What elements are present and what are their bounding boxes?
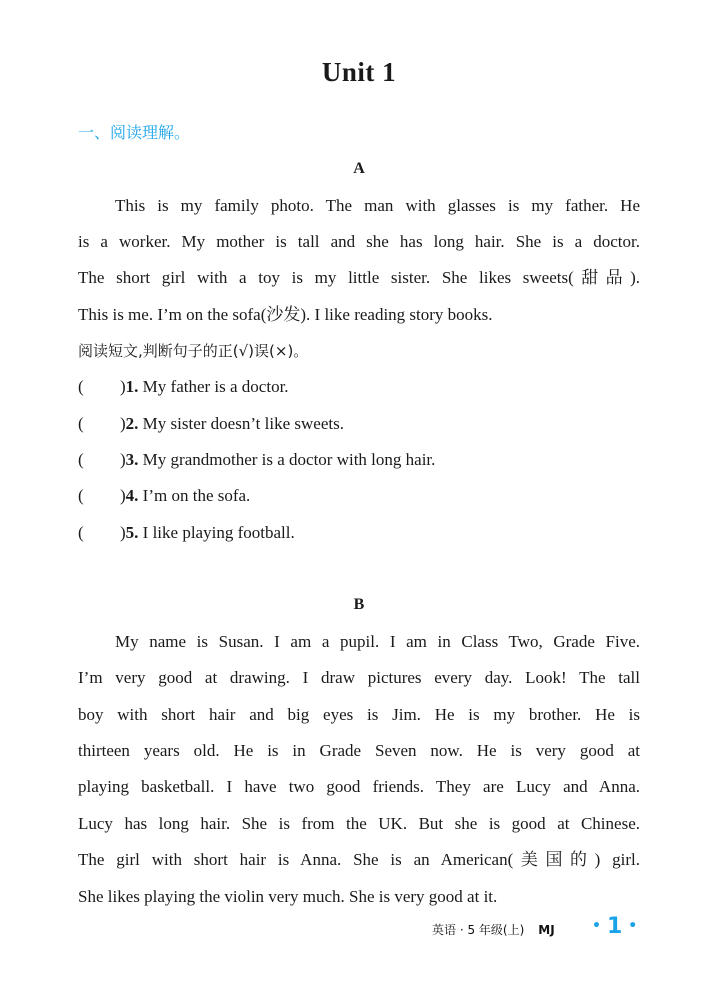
question-number: 1. — [125, 377, 139, 396]
passage-b-line: I’m very good at drawing. I draw pictures every day. Look! The tall — [78, 668, 640, 687]
passage-b-line: thirteen years old. He is in Grade Seven now. He is very good at — [78, 741, 640, 760]
passage-b-label: B — [353, 596, 365, 613]
instruction: 阅读短文,判断句子的正(√)误(×)。 — [78, 342, 309, 360]
answer-blank-close: ) — [120, 450, 126, 469]
question-item — [78, 522, 295, 544]
passage-a-label: A — [353, 160, 365, 177]
answer-blank-open[interactable]: ( — [78, 486, 84, 505]
answer-blank-open[interactable]: ( — [78, 377, 84, 396]
page-number — [586, 914, 643, 939]
question-number: 2. — [125, 414, 139, 433]
answer-blank-close: ) — [120, 523, 126, 542]
passage-b-line: The girl with short hair is Anna. She is an American(美国的) girl. — [78, 850, 640, 869]
answer-blank-close: ) — [120, 486, 126, 505]
section-heading: 一、阅读理解。 — [78, 123, 191, 142]
edition-label: MJ — [538, 923, 555, 937]
question-number: 5. — [125, 523, 139, 542]
passage-a-line: This is me. I’m on the sofa(沙发). I like reading story books. — [78, 305, 493, 324]
passage-b-line: playing basketball. I have two good friends. They are Lucy and Anna. — [78, 777, 640, 796]
question-item — [78, 449, 435, 471]
question-text: I’m on the sofa. — [142, 486, 251, 505]
passage-b-line: boy with short hair and big eyes is Jim. He is my brother. He is — [78, 705, 640, 724]
answer-blank-open[interactable]: ( — [78, 450, 84, 469]
answer-blank-open[interactable]: ( — [78, 414, 84, 433]
page-title: Unit 1 — [321, 57, 397, 87]
book-title: 英语 · 5 年级(上) — [432, 923, 525, 937]
question-item — [78, 413, 344, 435]
dot-right-icon: • — [628, 918, 638, 934]
question-item — [78, 376, 289, 398]
answer-blank-open[interactable]: ( — [78, 523, 84, 542]
page-number-value: 1 — [606, 914, 623, 939]
answer-blank-close: ) — [120, 414, 126, 433]
question-text: My grandmother is a doctor with long hair. — [142, 450, 436, 469]
passage-a-line: The short girl with a toy is my little sister. She likes sweets(甜品). — [78, 268, 640, 287]
answer-blank-close: ) — [120, 377, 126, 396]
passage-b-line: My name is Susan. I am a pupil. I am in Class Two, Grade Five. — [115, 632, 640, 651]
question-number: 3. — [125, 450, 139, 469]
question-text: My sister doesn’t like sweets. — [142, 414, 344, 433]
passage-a-line: This is my family photo. The man with glasses is my father. He — [115, 196, 640, 215]
question-number: 4. — [125, 486, 139, 505]
passage-b-line: She likes playing the violin very much. She is very good at it. — [78, 887, 498, 906]
question-text: My father is a doctor. — [142, 377, 289, 396]
passage-b-line: Lucy has long hair. She is from the UK. But she is good at Chinese. — [78, 814, 640, 833]
question-item — [78, 485, 250, 507]
footer-book-info — [432, 921, 555, 938]
question-text: I like playing football. — [142, 523, 295, 542]
dot-left-icon: • — [592, 918, 601, 934]
passage-a-line: is a worker. My mother is tall and she has long hair. She is a doctor. — [78, 232, 640, 251]
